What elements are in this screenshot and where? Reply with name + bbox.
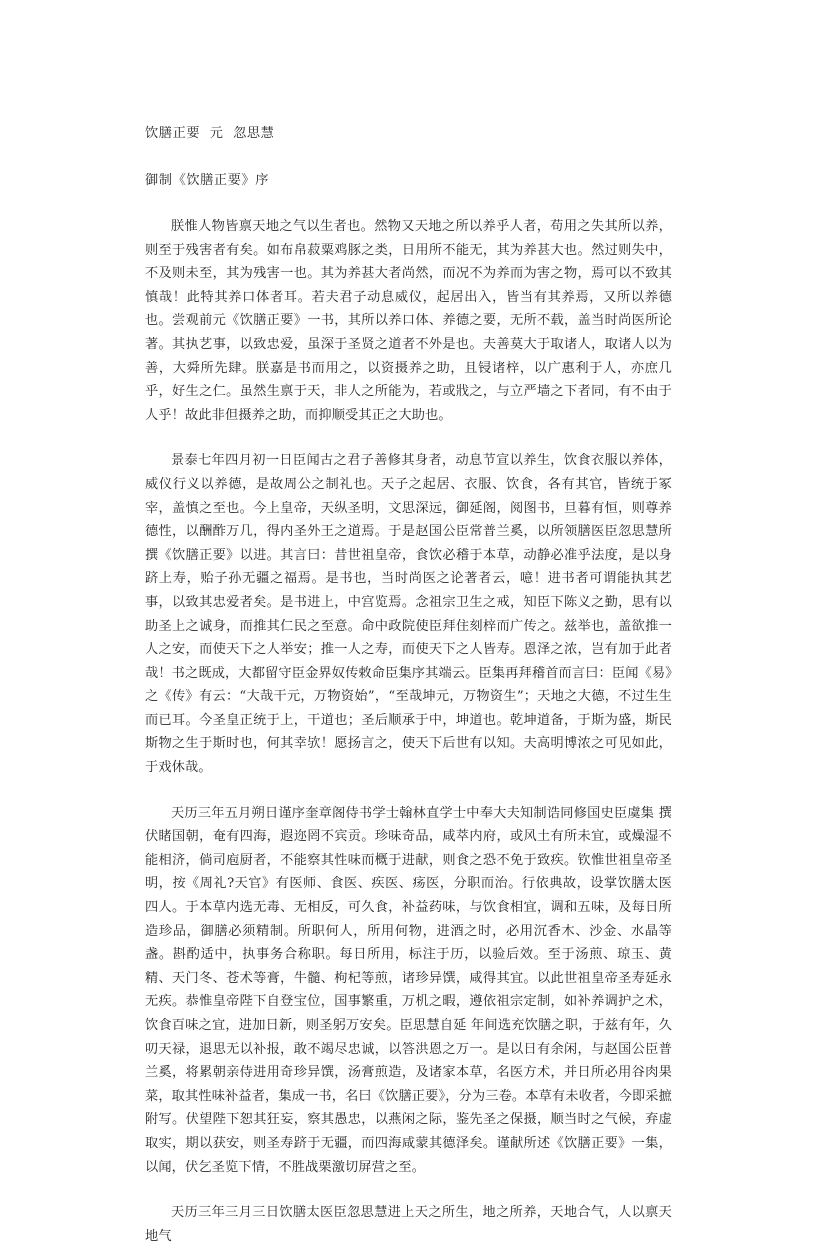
- body-paragraph-1: 朕惟人物皆禀天地之气以生者也。然物又天地之所以养乎人者，苟用之失其所以养，则至于残害者有矣。如布帛菽粟鸡豚之类，日用所不能无，其为养甚大也。然过则失中，不及则未至，其为残害一也。其为养甚大者尚然，而况不为养而为害之物，焉可以不致其慎哉！此特其养口体者耳。若夫君子动息威仪，起居出入，皆当有其养焉，又所以养德也。尝观前元《饮膳正要》一书，其所以养口体、养德之要，无所不载，盖当时尚医所论著。其执艺事，以致忠爱，虽深于圣贤之道者不外是也。夫善莫大于取诸人，取诸人以为善，大舜所先肆。朕嘉是书而用之，以资摄养之助，且锓诸梓，以广惠利于人，亦庶几乎，好生之仁。虽然生禀于天，非人之所能为，若或戕之，与立严墙之下者同，有不由于人乎！故此非但摄养之助，而抑顺受其正之大助也。: [145, 219, 672, 423]
- document-text-column: [145, 120, 672, 1248]
- body-paragraph-3: 天历三年五月朔日谨序奎章阁侍书学士翰林直学士中奉大夫知制诰同修国史臣虞集 撰伏睹国朝，奄有四海，遐迩罔不宾贡。珍味奇品，咸萃内府，或风土有所未宜，或燥湿不能相济，倘司庖厨者，不能察其性味而概于进献，则食之恐不免于致疾。钦惟世祖皇帝圣明，按《周礼?天官》有医师、食医、疾医、疡医，分职而治。行依典故，设掌饮膳太医四人。于本草内选无毒、无相反，可久食，补益药味，与饮食相宜，调和五味，及每日所造珍品，御膳必须精制。所职何人，所用何物，进酒之时，必用沉香木、沙金、水晶等盏。斟酌适中，执事务合称职。每日所用，标注于历，以验后效。至于汤煎、琼玉、黄精、天门冬、苍术等膏，牛髓、枸杞等煎，诸珍异馔，咸得其宜。以此世祖皇帝圣寿延永无疾。恭惟皇帝陛下自登宝位，国事繁重，万机之暇，遵依祖宗定制，如补养调护之术，饮食百味之宜，进加日新，则圣躬万安矣。臣思慧自延 年间选充饮膳之职，于兹有年，久叨天禄，退思无以补报，敢不竭尽忠诚，以答洪恩之万一。是以日有余闲，与赵国公臣普兰奚，将累朝亲侍进用奇珍异馔，汤膏煎造，及诸家本草，名医方术，并日所必用谷肉果菜，取其性味补益者，集成一书，名曰《饮膳正要》，分为三卷。本草有未收者，今即采摭附写。伏望陛下恕其狂妄，察其愚忠，以燕闲之际，鉴先圣之保摄，顺当时之气候，弃虚取实，期以获安，则圣寿跻于无疆，而四海咸蒙其德泽矣。谨献所述《饮膳正要》一集，以闻，伏乞圣览下情，不胜战栗激切屏营之至。: [145, 805, 672, 1175]
- document-subtitle: 御制《饮膳正要》序: [145, 173, 270, 188]
- body-paragraph-2: 景泰七年四月初一日臣闻古之君子善修其身者，动息节宣以养生，饮食衣服以养体，威仪行义以养德，是故周公之制礼也。天子之起居、衣服、饮食，各有其官，皆统于冢宰，盖慎之至也。今上皇帝，天纵圣明，文思深远，御延阁，阅图书，旦暮有恒，则尊养德性，以酬酢万几，得内圣外王之道焉。于是赵国公臣常普兰奚，以所领膳医臣忽思慧所撰《饮膳正要》以进。其言曰：昔世祖皇帝，食饮必稽于本草，动静必准乎法度，是以身跻上寿，贻子孙无疆之福焉。是书也，当时尚医之论著者云，噫！进书者可谓能执其艺事，以致其忠爱者矣。是书进上，中宫览焉。念祖宗卫生之戒，知臣下陈义之勤，思有以助圣上之诚身，而推其仁民之至意。命中政院使臣拜住刻梓而广传之。兹举也，盖欲推一人之安，而使天下之人举安；推一人之寿，而使天下之人皆寿。恩泽之浓，岂有加于此者哉！书之既成，大都留守臣金界奴传敕命臣集序其端云。臣集再拜稽首而言曰：臣闻《易》之《传》有云：“大哉干元，万物资始”，“至哉坤元，万物资生”；天地之大德，不过生生而已耳。今圣皇正统于上，干道也；圣后顺承于中，坤道也。乾坤道备，于斯为盛，斯民斯物之生于斯时也，何其幸欤！愿扬言之，使天下后世有以知。夫高明博浓之可见如此，于戏休哉。: [145, 453, 672, 776]
- body-paragraph-4: 天历三年三月三日饮膳太医臣忽思慧进上天之所生，地之所养，天地合气，人以禀天地气: [145, 1205, 672, 1244]
- document-title: 饮膳正要 元 忽思慧: [145, 126, 275, 141]
